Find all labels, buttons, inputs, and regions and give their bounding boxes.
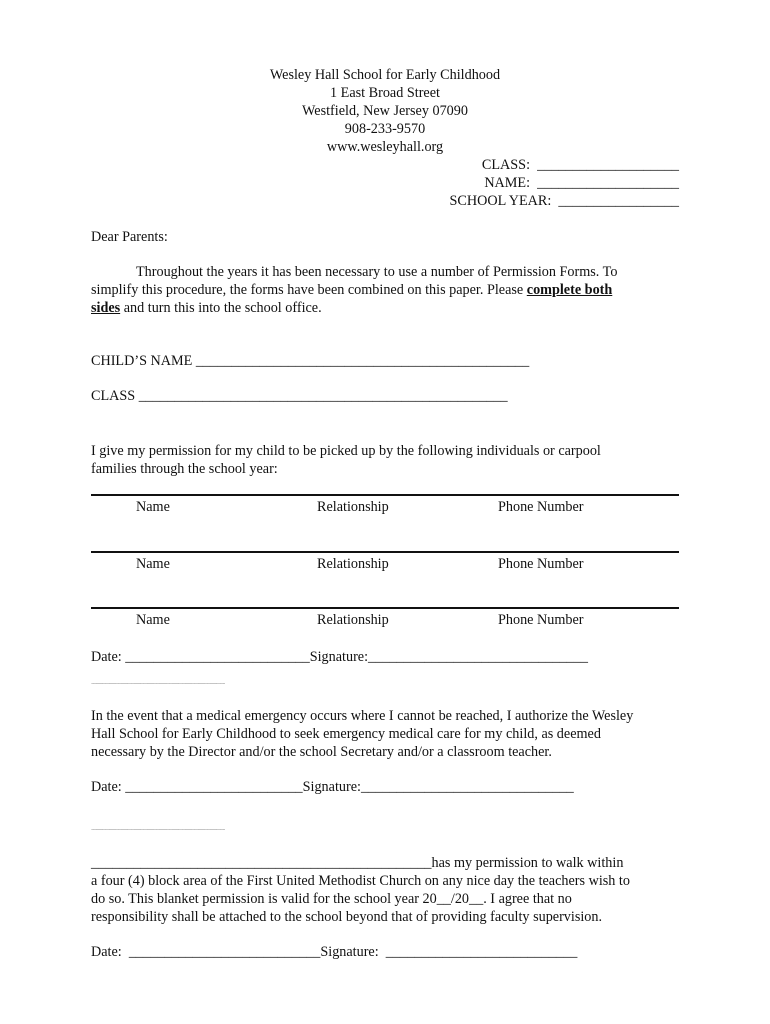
walk-date-label: Date: (91, 944, 122, 960)
pickup-row-3-phone: Phone Number (498, 612, 584, 628)
child-class-blank[interactable]: ____________________________________________________ (138, 388, 508, 404)
top-name-label: NAME: (484, 175, 531, 191)
pickup-row-2-line[interactable] (91, 551, 679, 553)
child-class-label: CLASS (91, 388, 136, 404)
pickup-date-label: Date: (91, 649, 122, 665)
intro-line-2-text: simplify this procedure, the forms have been combined on this paper. Please (91, 282, 527, 298)
child-class-field[interactable] (91, 387, 508, 405)
intro-line-3-text: and turn this into the school office. (120, 300, 322, 316)
pickup-row-1-name: Name (136, 499, 170, 515)
walk-date-signature[interactable] (91, 943, 577, 961)
pickup-date-signature[interactable] (91, 648, 588, 666)
section-divider-2: '''''''''''''''''''''''''''''''''''''''''''''''''''''''''''''''''''''''''''''''''''''''''''''''''''''''''''''''''''''''''''''''''''''''''''''''''''''''''''''''''''''''''''''''''''''''''''''''''''''''''''''''''''''''''''''''''''''''''''''''''''''''''''''''''''''''''''''''''''''' (91, 829, 225, 833)
medical-line-1: In the event that a medical emergency occurs where I cannot be reached, I authorize the Wesley (91, 708, 634, 724)
top-name-blank[interactable]: ____________________ (533, 175, 679, 191)
medical-date-blank[interactable]: _________________________ (125, 779, 303, 795)
top-school-year-label: SCHOOL YEAR: (449, 193, 552, 209)
school-website: www.wesleyhall.org (326, 139, 444, 155)
pickup-row-2-phone: Phone Number (498, 556, 584, 572)
walk-child-blank[interactable]: ________________________________________________ (91, 855, 432, 871)
childs-name-field[interactable] (91, 352, 529, 370)
pickup-date-blank[interactable]: __________________________ (125, 649, 310, 665)
intro-line-1: Throughout the years it has been necessary to use a number of Permission Forms. To (136, 264, 618, 280)
school-street: 1 East Broad Street (330, 85, 440, 101)
pickup-row-1-line[interactable] (91, 494, 679, 496)
pickup-line-2: families through the school year: (91, 461, 278, 477)
top-school-year-field[interactable] (450, 192, 680, 210)
pickup-signature-blank[interactable]: _______________________________ (368, 649, 588, 665)
school-name: Wesley Hall School for Early Childhood (269, 67, 501, 83)
walk-line-1-text: has my permission to walk within (431, 855, 624, 871)
pickup-row-3-name: Name (136, 612, 170, 628)
childs-name-label: CHILD’S NAME (91, 353, 193, 369)
pickup-row-1-phone: Phone Number (498, 499, 584, 515)
walk-line-3: do so. This blanket permission is valid for the school year 20__/20__. I agree that no (91, 891, 572, 907)
top-class-blank[interactable]: ____________________ (533, 157, 679, 173)
top-class-label: CLASS: (481, 157, 531, 173)
intro-line-2 (91, 281, 612, 299)
school-phone: 908-233-9570 (344, 121, 426, 137)
top-school-year-blank[interactable]: _________________ (554, 193, 679, 209)
pickup-row-1-relationship: Relationship (317, 499, 389, 515)
intro-emphasis-1: complete both (526, 282, 613, 298)
medical-line-3: necessary by the Director and/or the school Secretary and/or a classroom teacher. (91, 744, 552, 760)
walk-line-2: a four (4) block area of the First United Methodist Church on any nice day the teachers wish to (91, 873, 630, 889)
top-name-field[interactable] (484, 174, 679, 192)
childs-name-blank[interactable]: _______________________________________________ (195, 353, 530, 369)
intro-emphasis-2: sides (91, 300, 121, 316)
school-city: Westfield, New Jersey 07090 (302, 103, 468, 119)
pickup-signature-label: Signature: (309, 649, 369, 665)
medical-signature-blank[interactable]: ______________________________ (360, 779, 574, 795)
pickup-row-3-line[interactable] (91, 607, 679, 609)
medical-date-label: Date: (91, 779, 122, 795)
medical-line-2: Hall School for Early Childhood to seek emergency medical care for my child, as deemed (91, 726, 601, 742)
walk-signature-label: Signature: (320, 944, 379, 960)
pickup-row-2-name: Name (136, 556, 170, 572)
walk-line-1[interactable] (91, 854, 623, 872)
medical-signature-label: Signature: (302, 779, 361, 795)
medical-date-signature[interactable] (91, 778, 574, 796)
top-class-field[interactable] (482, 156, 679, 174)
intro-line-3 (91, 299, 322, 317)
walk-line-4: responsibility shall be attached to the school beyond that of providing faculty supervision. (91, 909, 603, 925)
pickup-row-2-relationship: Relationship (317, 556, 389, 572)
pickup-row-3-relationship: Relationship (317, 612, 389, 628)
section-divider-1: '''''''''''''''''''''''''''''''''''''''''''''''''''''''''''''''''''''''''''''''''''''''''''''''''''''''''''''''''''''''''''''''''''''''''''''''''''''''''''''''''''''''''''''''''''''''''''''''''''''''''''''''''''''''''''''''''''''''''''''''''''''''''''''''''''''''''''''''''''''' (91, 683, 225, 687)
walk-signature-blank[interactable]: ___________________________ (378, 944, 578, 960)
pickup-line-1: I give my permission for my child to be picked up by the following individuals or carpool (91, 443, 601, 459)
salutation: Dear Parents: (91, 229, 168, 245)
walk-date-blank[interactable]: ___________________________ (125, 944, 321, 960)
